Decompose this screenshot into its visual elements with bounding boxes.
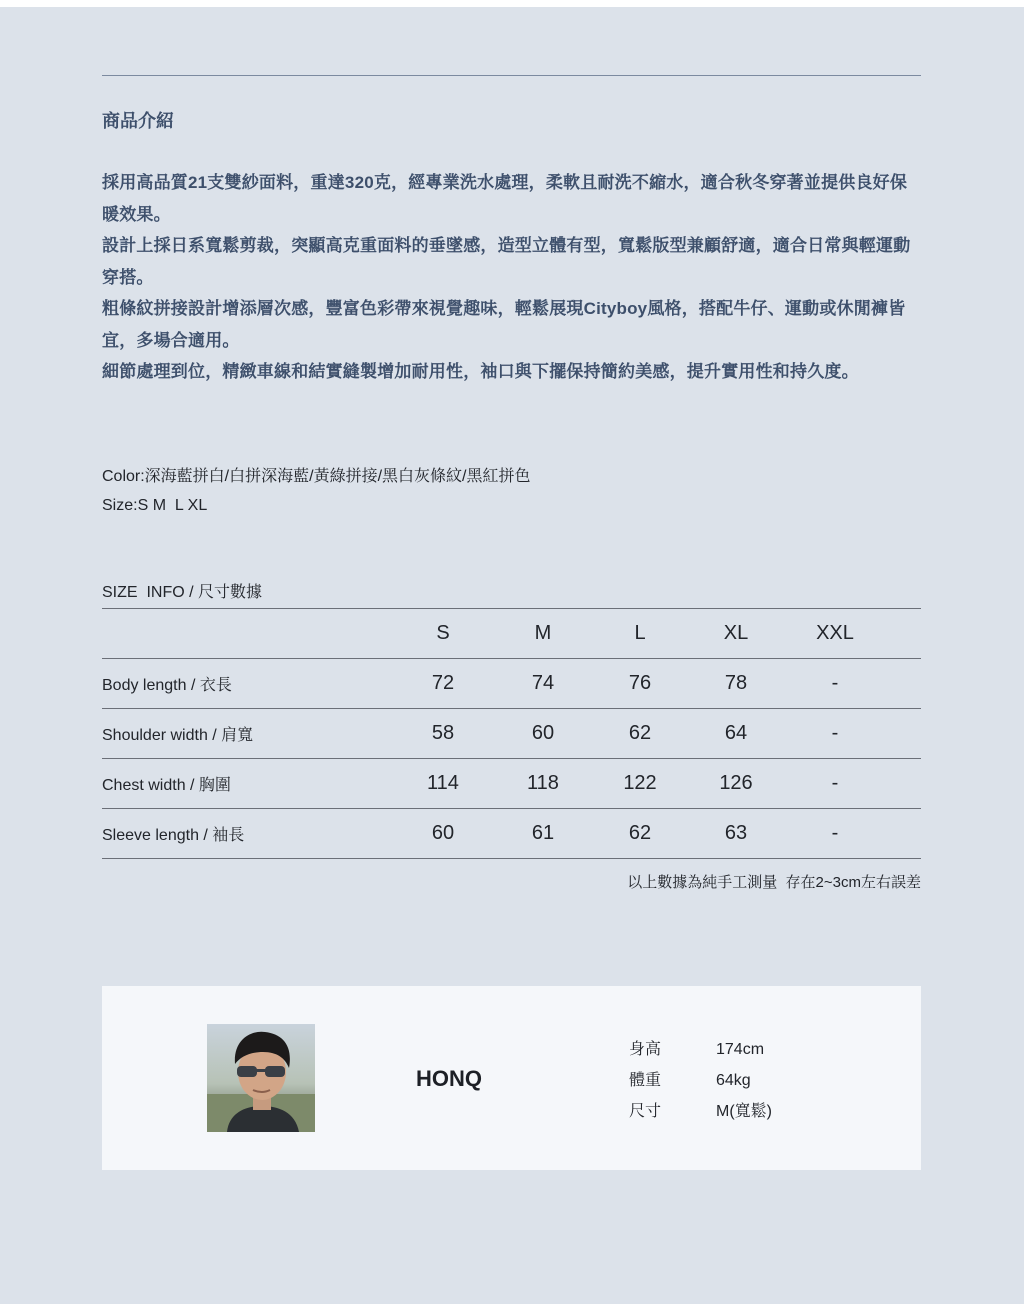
cell-value: 76	[597, 659, 683, 709]
row-label: Chest width / 胸圍	[102, 759, 397, 809]
description-paragraph: 採用高品質21支雙紗面料，重達320克，經專業洗水處理，柔軟且耐洗不縮水，適合秋冬穿著並提供良好保暖效果。	[102, 173, 908, 224]
size-table-header	[102, 609, 921, 659]
stat-value: 174cm	[716, 1041, 765, 1058]
cell-value: 114	[397, 759, 489, 809]
cell-value: -	[789, 809, 881, 859]
cell-value: -	[789, 659, 881, 709]
size-options: Size:S M L XL	[102, 497, 208, 514]
stat-value: 64kg	[716, 1072, 751, 1089]
product-specs	[102, 462, 530, 520]
cell-value: 60	[489, 709, 597, 759]
size-table	[102, 608, 921, 859]
row-label: Shoulder width / 肩寬	[102, 709, 397, 759]
header-size-s: S	[397, 609, 489, 659]
cell-spacer	[881, 759, 921, 809]
header-size-xl: XL	[683, 609, 789, 659]
model-portrait-icon	[207, 1024, 315, 1132]
cell-spacer	[881, 809, 921, 859]
cell-value: 122	[597, 759, 683, 809]
cell-spacer	[881, 709, 921, 759]
header-blank	[102, 609, 397, 659]
table-row	[102, 809, 921, 859]
top-divider	[102, 75, 921, 76]
cell-value: -	[789, 709, 881, 759]
size-info-title: SIZE INFO / 尺寸數據	[102, 584, 263, 601]
cell-value: 72	[397, 659, 489, 709]
cell-value: 58	[397, 709, 489, 759]
description-paragraph: 設計上採日系寬鬆剪裁，突顯高克重面料的垂墜感，造型立體有型，寬鬆版型兼顧舒適，適合日常與輕運動穿搭。	[102, 236, 911, 287]
header-size-m: M	[489, 609, 597, 659]
cell-spacer	[881, 659, 921, 709]
cell-value: 63	[683, 809, 789, 859]
cell-value: 74	[489, 659, 597, 709]
row-label: Body length / 衣長	[102, 659, 397, 709]
cell-value: 64	[683, 709, 789, 759]
model-name: HONQ	[416, 1066, 482, 1091]
description-paragraph: 細節處理到位，精緻車線和結實縫製增加耐用性，袖口與下擺保持簡約美感，提升實用性和持久度。	[102, 362, 859, 381]
table-row	[102, 759, 921, 809]
cell-value: 60	[397, 809, 489, 859]
cell-value: 62	[597, 709, 683, 759]
row-label: Sleeve length / 袖長	[102, 809, 397, 859]
stat-label: 身高	[629, 1041, 662, 1058]
header-size-l: L	[597, 609, 683, 659]
product-detail-page	[0, 7, 1024, 1304]
table-row	[102, 659, 921, 709]
cell-value: 62	[597, 809, 683, 859]
stat-value: M(寬鬆)	[716, 1103, 772, 1120]
stat-row-weight	[629, 1065, 772, 1096]
cell-value: 61	[489, 809, 597, 859]
model-photo	[207, 1024, 315, 1132]
cell-value: 126	[683, 759, 789, 809]
product-description	[102, 167, 924, 388]
header-size-xxl: XXL	[789, 609, 881, 659]
model-card	[102, 986, 921, 1170]
measurement-note: 以上數據為純手工測量 存在2~3cm左右誤差	[627, 874, 921, 891]
header-spacer	[881, 609, 921, 659]
cell-value: 118	[489, 759, 597, 809]
stat-label: 尺寸	[629, 1103, 662, 1120]
color-options: Color:深海藍拼白/白拼深海藍/黃綠拼接/黑白灰條紋/黑紅拼色	[102, 468, 531, 485]
cell-value: 78	[683, 659, 789, 709]
cell-value: -	[789, 759, 881, 809]
stat-row-size	[629, 1096, 772, 1127]
stat-row-height	[629, 1034, 772, 1065]
description-paragraph: 粗條紋拼接設計增添層次感，豐富色彩帶來視覺趣味，輕鬆展現Cityboy風格，搭配牛仔、運動或休閒褲皆宜，多場合適用。	[102, 299, 906, 350]
product-intro-title: 商品介紹	[102, 111, 174, 131]
model-stats	[629, 1034, 772, 1127]
stat-label: 體重	[629, 1072, 662, 1089]
table-row	[102, 709, 921, 759]
